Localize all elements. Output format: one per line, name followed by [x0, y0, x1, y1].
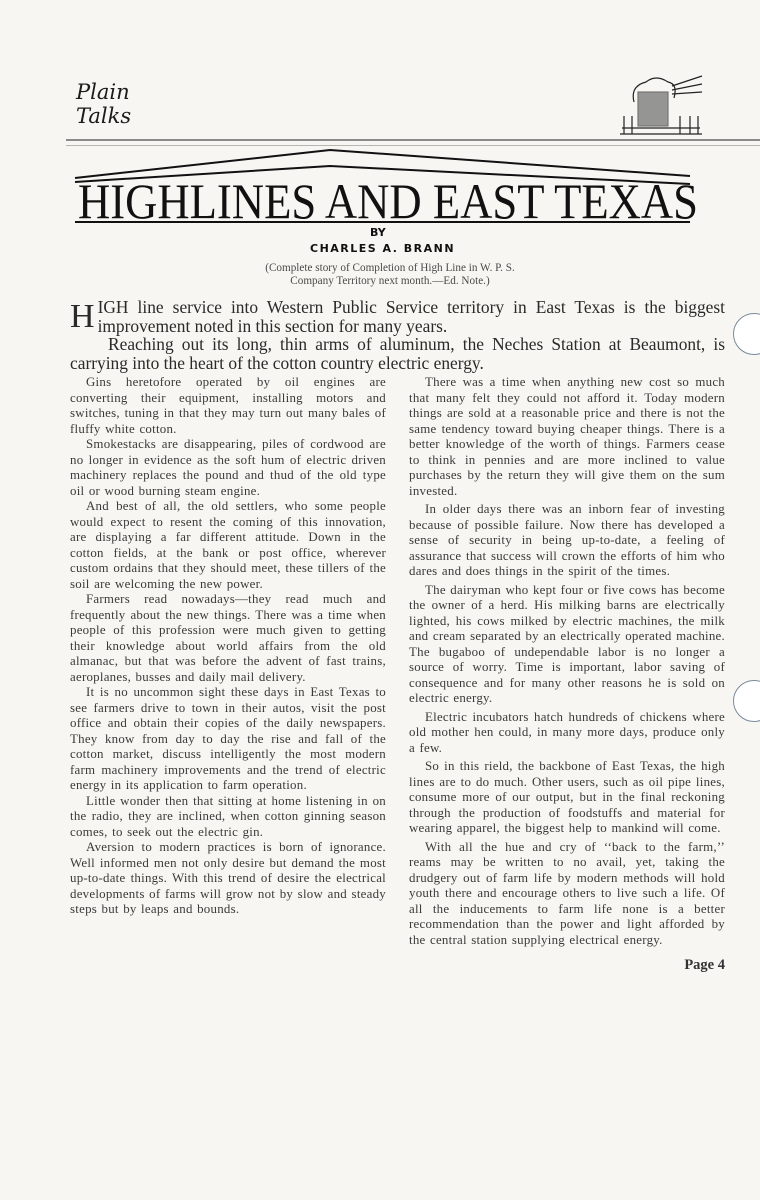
- paragraph: There was a time when anything new cost so much that many felt they could not afford it. Today modern things are sold at a reasonable price and there is not the same tendency toward buying cheaper things. There is a better knowledge of the worth of things. Farmers cease to think in pennies and are more inclined to value purchases by the return they will give them on the sum invested.: [409, 375, 725, 498]
- paragraph: It is no uncommon sight these days in East Texas to see farmers drive to town in their autos, visit the post office and obtain their copies of the daily newspapers. They know from day to day the rise and fall of the cotton market, discuss intelligently the most modern farm machinery improvements and the trend of electric energy in its application to farm operation.: [70, 685, 386, 793]
- paragraph: Gins heretofore operated by oil engines are converting their equipment, installing motors and switches, tuning in that they may turn out many bales of fluffy white cotton.: [70, 375, 386, 436]
- article-columns: [70, 375, 725, 951]
- left-column: [70, 375, 386, 951]
- editor-note: [180, 262, 600, 288]
- paragraph: With all the hue and cry of ‘‘back to the farm,’’ reams may be written to no avail, yet, taking the drudgery out of farm life by modern methods will hold youth there and encourage others to live such a life. Of all the inducements to farm life none is a better recommendation than the power and light afforded by the central station supplying electrical energy.: [409, 839, 725, 947]
- paragraph: Little wonder then that sitting at home listening in on the radio, they are inclined, when cotton ginning season comes, to seek out the electric gin.: [70, 793, 386, 839]
- editor-note-line-2: Company Territory next month.—Ed. Note.): [290, 275, 490, 287]
- paragraph: Aversion to modern practices is born of ignorance. Well informed men not only desire but demand the most up-to-date things. With this trend of desire the electrical developments of farms will grow not by slow and steady steps but by leaps and bounds.: [70, 840, 386, 917]
- page-number: Page 4: [684, 957, 725, 974]
- paragraph: Smokestacks are disappearing, piles of cordwood are no longer in evidence as the soft hum of electric driven machinery replaces the pound and thud of the old type oil or wood burning steam engine.: [70, 437, 386, 498]
- logo-line-1: Plain: [76, 80, 130, 104]
- drop-cap: H: [70, 298, 95, 335]
- article-body: [70, 298, 725, 974]
- article-title: HIGHLINES AND EAST TEXAS: [78, 173, 698, 229]
- byline-name: CHARLES A. BRANN: [310, 242, 456, 255]
- header-rule: [66, 139, 760, 146]
- intro-paragraph-2: Reaching out its long, thin arms of aluminum, the Neches Station at Beaumont, is carrying into the heart of the cotton country electric energy.: [70, 334, 725, 373]
- paragraph: The dairyman who kept four or five cows has become the owner of a herd. His milking barns are electrically lighted, his cows milked by electric machines, the milk and cream separated by an electrically operated machine. The bugaboo of undependable labor is no longer a source of worry. Time is important, labor saving of consequence and for many other reasons he is sold on electric energy.: [409, 582, 725, 706]
- paragraph: So in this rield, the backbone of East Texas, the high lines are to do much. Other users, such as oil pipe lines, consume more of our output, but in the final reckoning through the production of foodstuffs and material for wearing apparel, the biggest help to mankind will come.: [409, 759, 725, 836]
- logo-line-2: Talks: [76, 104, 132, 128]
- paragraph: Farmers read nowadays—they read much and frequently about the new things. There was a time when people of this profession were much given to getting their knowledge about world affairs from the old almanac, but that was before the advent of fast trains, aeroplanes, busses and daily mail delivery.: [70, 592, 386, 684]
- editor-note-line-1: (Complete story of Completion of High Line in W. P. S.: [265, 262, 515, 274]
- intro-paragraph-1: IGH line service into Western Public Service territory in East Texas is the biggest improvement noted in this section for many years.: [97, 297, 725, 336]
- paragraph: And best of all, the old settlers, who some people would expect to resent the coming of this innovation, are displaying a far different attitude. Down in the cotton fields, at the bank or post office, wherever custom ordains that they should meet, these tillers of the soil are welcoming the new power.: [70, 499, 386, 591]
- byline-by: BY: [370, 226, 386, 239]
- punch-hole: [733, 680, 760, 722]
- paragraph: Electric incubators hatch hundreds of chickens where old mother hen could, in many more days, produce only a few.: [409, 709, 725, 755]
- punch-hole: [733, 313, 760, 355]
- article-intro: [70, 298, 725, 372]
- plain-talks-logo: [68, 78, 158, 138]
- article-title-banner: [70, 148, 710, 260]
- right-column: [409, 375, 725, 951]
- power-station-emblem-icon: [616, 72, 706, 138]
- paragraph: In older days there was an inborn fear of investing because of possible failure. Now there has developed a sense of security in being up-to-date, a feeling of assurance that success will crown the efforts of him who dares and does things in the spirit of the times.: [409, 502, 725, 579]
